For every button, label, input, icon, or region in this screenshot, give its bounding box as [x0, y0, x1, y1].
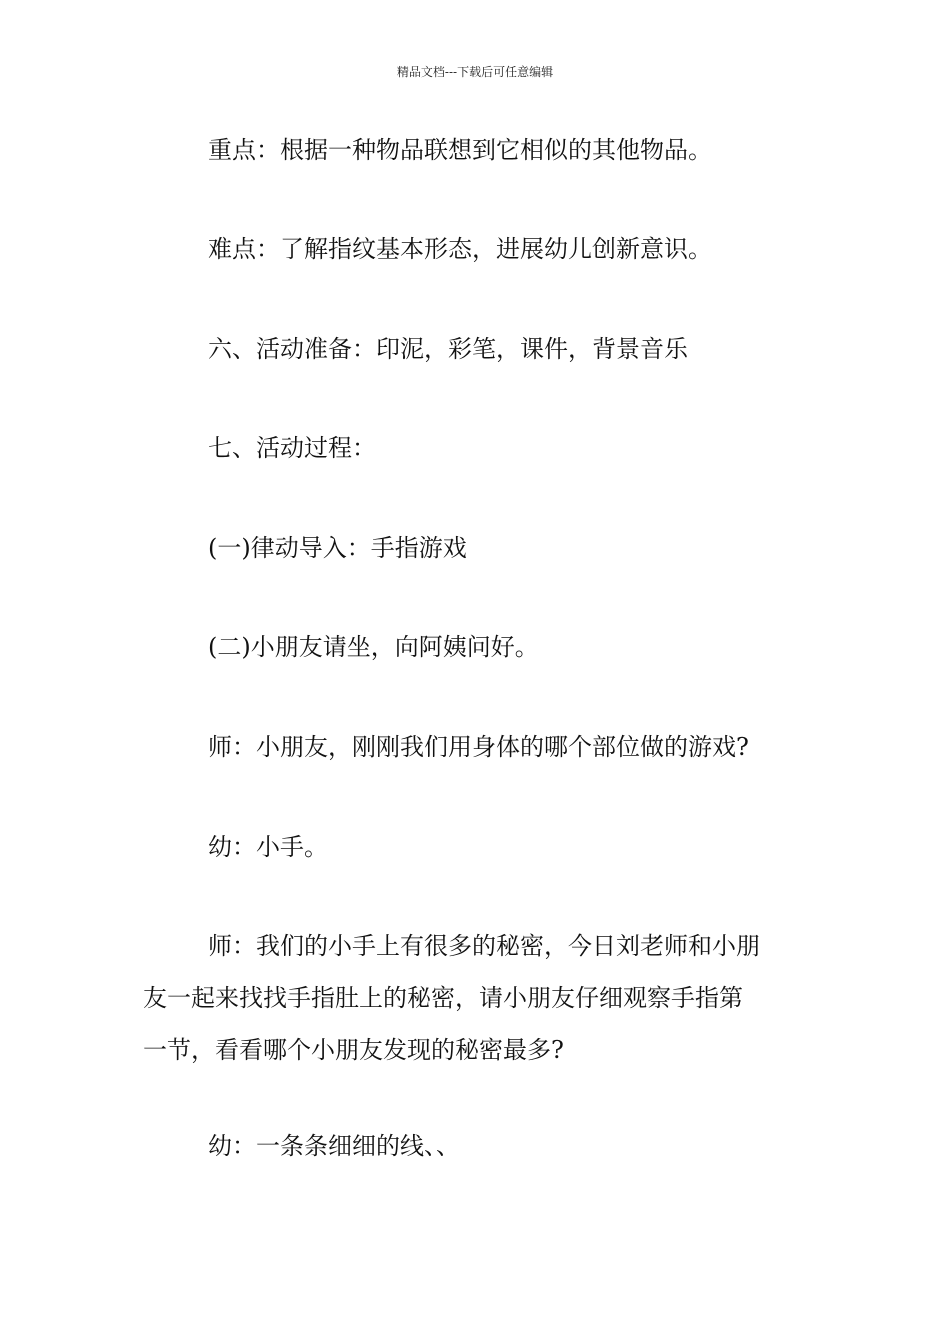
paragraph-line: 师：我们的小手上有很多的秘密，今日刘老师和小朋: [208, 932, 760, 960]
paragraph-line: 一节，看看哪个小朋友发现的秘密最多?: [143, 1036, 564, 1064]
paragraph-teacher-explanation: [143, 920, 823, 1076]
paragraph-line: 友一起来找找手指肚上的秘密，请小朋友仔细观察手指第: [143, 984, 743, 1012]
paragraph-preparation: 六、活动准备：印泥，彩笔，课件，背景音乐: [208, 335, 688, 363]
paragraph-step-one: (一)律动导入：手指游戏: [208, 534, 467, 562]
paragraph-difficulty: 难点：了解指纹基本形态，进展幼儿创新意识。: [208, 235, 712, 263]
paragraph-teacher-question: 师：小朋友，刚刚我们用身体的哪个部位做的游戏?: [208, 733, 749, 761]
page-header: 精品文档---下载后可任意编辑: [396, 65, 554, 79]
paragraph-child-observation: 幼：一条条细细的线、、: [208, 1132, 460, 1160]
paragraph-child-answer: 幼：小手。: [208, 833, 328, 861]
paragraph-step-two: (二)小朋友请坐，向阿姨问好。: [208, 633, 539, 661]
paragraph-process-heading: 七、活动过程：: [208, 434, 376, 462]
paragraph-key-point: 重点：根据一种物品联想到它相似的其他物品。: [208, 136, 712, 164]
